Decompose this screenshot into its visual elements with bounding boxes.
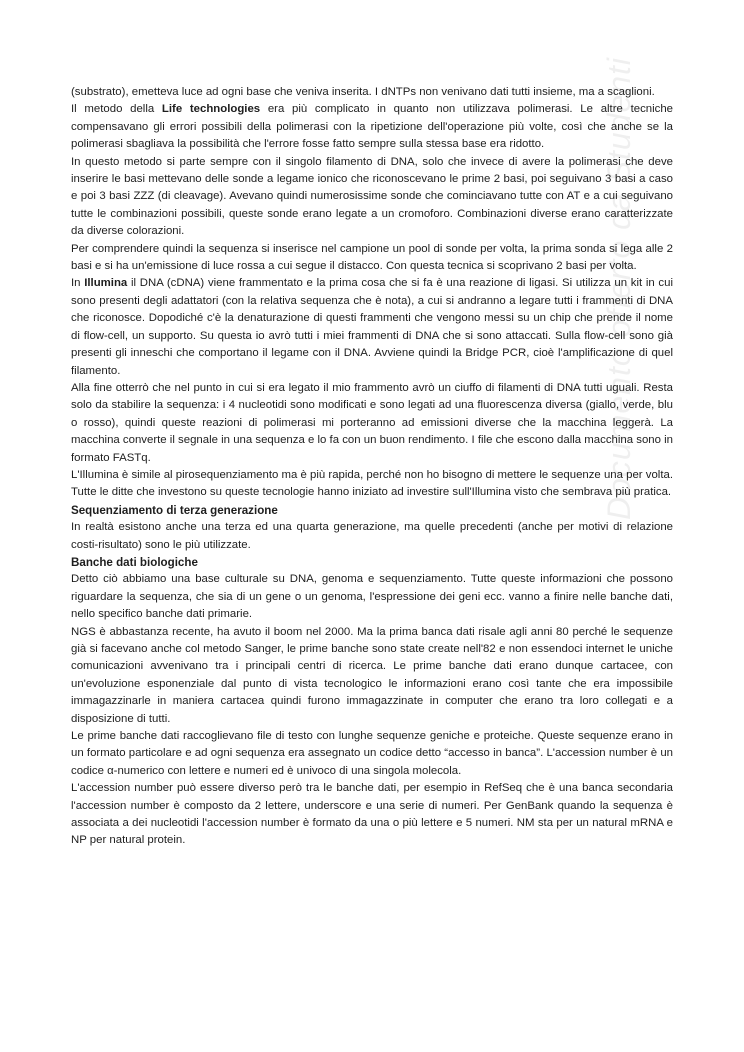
paragraph-illumina xyxy=(71,275,673,379)
paragraph-pool-sonde: Per comprendere quindi la sequenza si inserisce nel campione un pool di sonde per volta, la prima sonda si lega alle 2 basi e si ha un'emissione di luce rossa a cui segue il distacco. Con questa tecnica si scoprivano 2 basi per volta. xyxy=(71,242,673,273)
watermark-text: Documento offerto da Studenti xyxy=(601,56,637,520)
paragraph-illumina-pirosequenziamento: L'Illumina è simile al pirosequenziamento ma è più rapida, perché non ho bisogno di mettere le sequenze una per volta. Tutte le ditte che investono su queste tecnologie hanno iniziato ad investire sull'Illumina visto che sembrava più pratica. xyxy=(71,468,673,499)
paragraph-sonde: In questo metodo si parte sempre con il singolo filamento di DNA, solo che invece di avere la polimerasi che deve inserire le basi mettevano delle sonde a legame ionico che riconoscevano le prime 2 basi, poi seguivano 3 basi a caso e poi 3 basi ZZZ (di cleavage). Avevano quindi numerosissime sonde che cominciavano tutte con AT e a cui seguivano tutte le combinazioni possibili, queste sonde erano legate a un cromoforo. Combinazioni diverse erano caratterizzate da diverse colorazioni. xyxy=(71,155,673,238)
paragraph-life-technologies xyxy=(71,101,673,153)
heading-banche-dati: Banche dati biologiche xyxy=(71,555,198,569)
heading-terza-generazione: Sequenziamento di terza generazione xyxy=(71,503,278,517)
paragraph-accession-number: L'accession number può essere diverso però tra le banche dati, per esempio in RefSeq che è una banca secondaria l'accession number è composto da 2 lettere, underscore e una serie di numeri. Per GenBank quando la sequenza è associata a dei nucleotidi l'accession number è formato da una o più lettere e 5 numeri. NM sta per un natural mRNA e NP per natural protein. xyxy=(71,782,673,847)
text-run: il DNA (cDNA) viene frammentato e la prima cosa che si fa è una reazione di ligasi. Si utilizza un kit in cui sono presenti degli adattatori (con la relativa sequenza che è nota), a cui si andranno a legare tutti i frammenti di DNA che riconosce. Dopodiché c'è la denaturazione di questi frammenti che vengono messi su un chip che prende il nome di flow-cell, un supporto. Su questa io avrò tutti i miei frammenti di DNA che si sono attaccati. Sulla flow-cell sono già presenti gli inneschi che comportano il legame con il DNA. Avviene quindi la Bridge PCR, cioè l'amplificazione di quel filamento. xyxy=(71,277,673,377)
document-page xyxy=(71,56,673,850)
text-run: era più complicato in quanto non utilizzava polimerasi. Le altre tecniche compensavano gli errori possibili della polimerasi con la ripetizione dell'operazione più volte, così che anche se la polimerasi sbagliava la possibilità che l'errore fosse fatto sempre sulla stessa base era ridotto. xyxy=(71,103,673,151)
text-run: Il metodo della xyxy=(71,103,162,116)
paragraph-base-culturale: Detto ciò abbiamo una base culturale su DNA, genoma e sequenziamento. Tutte queste informazioni che possono riguardare la sequenza, che sia di un gene o un genoma, l'espressione dei geni ecc. vanno a finire nelle banche dati, nello specifico banche dati primarie. xyxy=(71,573,673,621)
paragraph-substrato: (substrato), emetteva luce ad ogni base che veniva inserita. I dNTPs non venivano dati tutti insieme, ma a scaglioni. xyxy=(71,86,655,98)
paragraph-ngs: NGS è abbastanza recente, ha avuto il boom nel 2000. Ma la prima banca dati risale agli anni 80 perché le sequenze già si facevano anche col metodo Sanger, le prime banche sono state create nell'82 e non essendoci internet le uniche comunicazioni avvenivano tra i principali centri di ricerca. Le prime banche dati erano dunque cartacee, con un'evoluzione esponenziale dal punto di vista tecnologico le informazioni erano così tante che era impossibile immagazzinarle in maniera cartacea quindi furono immagazzinate in computer che erano tra loro collegati e a disposizione di tutti. xyxy=(71,625,673,725)
paragraph-ciuffo-filamenti: Alla fine otterrò che nel punto in cui si era legato il mio frammento avrò un ciuffo di filamenti di DNA tutti uguali. Resta solo da stabilire la sequenza: i 4 nucleotidi sono modificati e sono legati ad una fluorescenza diversa (giallo, verde, blu o rosso), quindi queste reazioni di polimerasi mi porteranno ad emissioni diverse che la macchina leggerà. La macchina converte il segnale in una sequenza e lo fa con un buon rendimento. I file che escono dalla macchina sono in formato FASTq. xyxy=(71,381,673,464)
paragraph-terza-quarta-generazione: In realtà esistono anche una terza ed una quarta generazione, ma quelle precedenti (anche per motivi di relazione costi-risultato) sono le più utilizzate. xyxy=(71,521,673,551)
paragraph-prime-banche-dati: Le prime banche dati raccoglievano file di testo con lunghe sequenze geniche e proteiche. Queste sequenze erano in un formato particolare e ad ogni sequenza era assegnato un codice detto “accesso in banca”. L'accession number è un codice α-numerico con lettere e numeri ed è univoco di una singola molecola. xyxy=(71,730,673,777)
bold-term-life-technologies: Life technologies xyxy=(161,103,261,116)
text-run: In xyxy=(71,277,85,290)
bold-term-illumina: Illumina xyxy=(84,277,128,290)
